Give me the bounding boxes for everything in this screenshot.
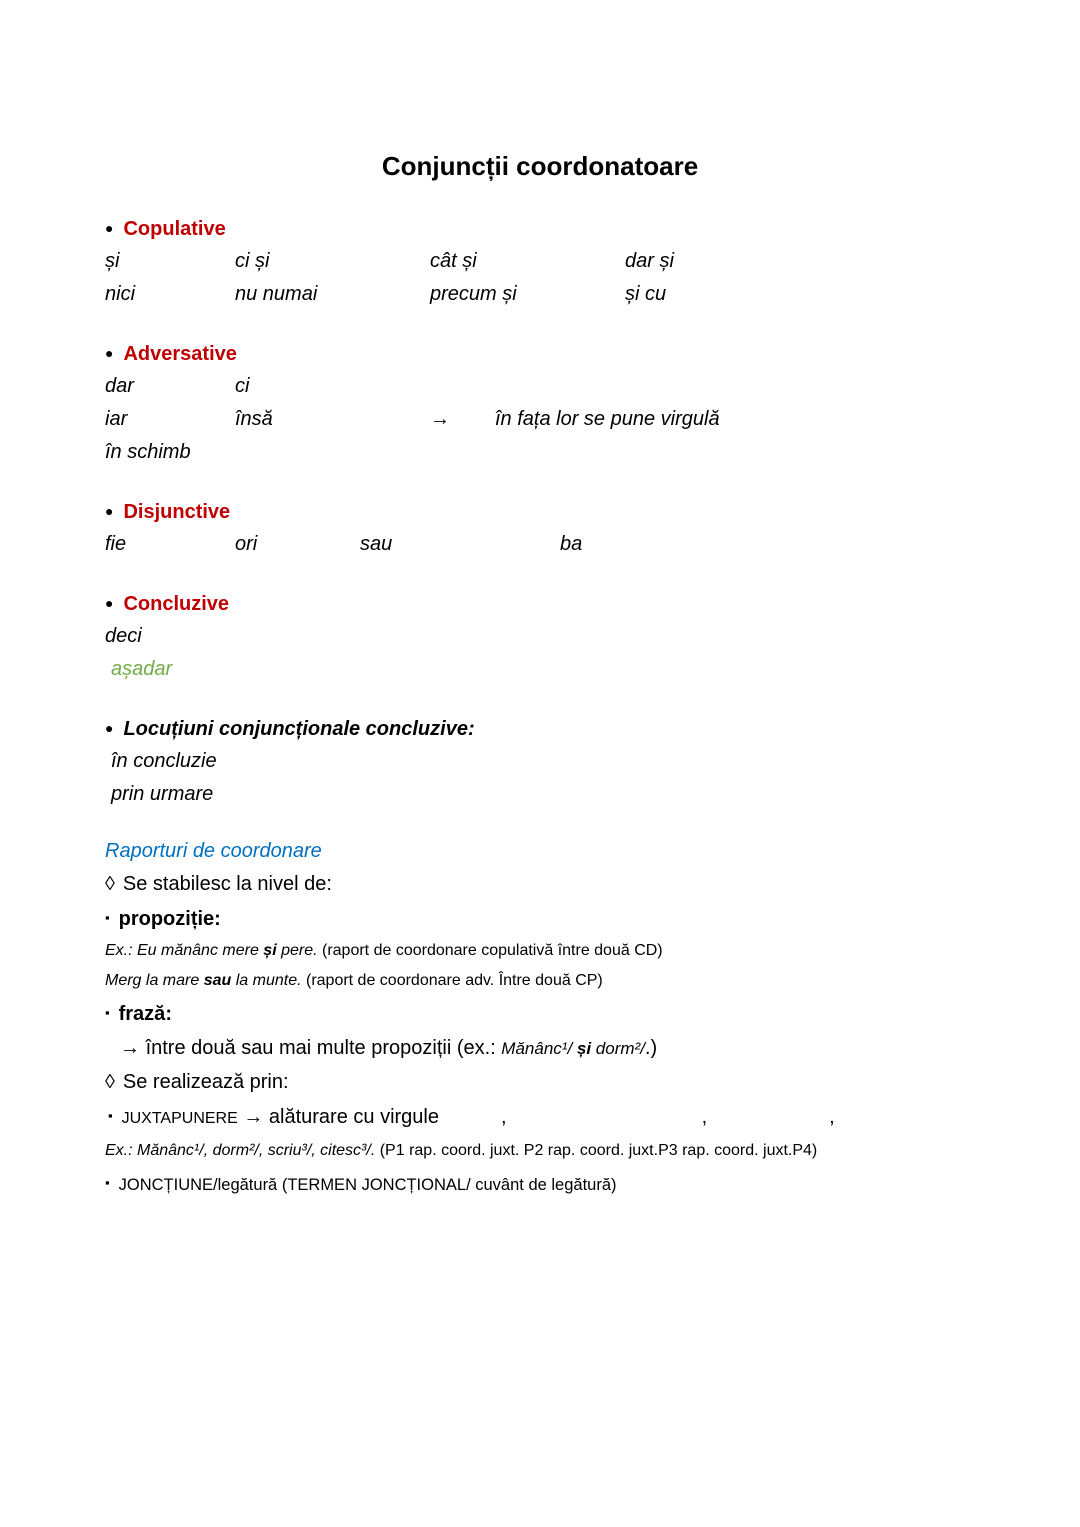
example-note: (P1 rap. coord. juxt. P2 rap. coord. juxt.P3 rap. coord. juxt.P4) xyxy=(379,1142,818,1159)
fraza-example: Mănânc¹/ xyxy=(501,1039,577,1058)
juxtapunere-label: JUXTAPUNERE xyxy=(121,1110,238,1127)
conjunction-item: fie xyxy=(105,533,127,555)
bullet-dot-icon: ● xyxy=(105,720,114,736)
bullet-dot-icon: ● xyxy=(105,220,114,236)
square-bullet-icon: ▪ xyxy=(105,1005,110,1020)
example-text: Ex.: Eu mănânc mere xyxy=(105,942,264,959)
square-bullet-icon: ▪ xyxy=(105,910,110,925)
conjunction-item: sau xyxy=(360,533,393,555)
section-heading-text: Concluzive xyxy=(123,593,230,615)
arrow-icon: → xyxy=(430,408,450,430)
fraza-arrow-line xyxy=(105,1031,1020,1066)
document-content xyxy=(0,212,1080,1202)
arrow-icon: → xyxy=(120,1037,140,1059)
copulative-row-1 xyxy=(105,245,1020,278)
comma-mark: , xyxy=(829,1106,835,1128)
realizeaza-line xyxy=(105,1066,1020,1099)
section-heading-text: Disjunctive xyxy=(123,501,231,523)
concluzive-item xyxy=(105,653,1020,686)
example-note: (raport de coordonare copulativă între două CD) xyxy=(322,942,663,959)
juxtapunere-text: alăturare cu virgule xyxy=(268,1106,439,1128)
conjunction-item: ori xyxy=(235,533,258,555)
fraza-example-bold: și xyxy=(576,1039,592,1058)
adversative-row-2 xyxy=(105,403,1020,436)
square-bullet-icon: ▪ xyxy=(108,1108,113,1123)
conjunction-item: dar xyxy=(105,375,134,397)
conjunction-item: și xyxy=(105,250,120,272)
adversative-row-1 xyxy=(105,370,1020,403)
propozitie-line xyxy=(105,901,1020,936)
example-text-bold: sau xyxy=(203,972,232,989)
locutiune-item: prin urmare xyxy=(111,783,214,805)
conjunction-item: însă xyxy=(235,408,273,430)
locutiuni-item xyxy=(105,745,1020,778)
propozitie-label: propoziție xyxy=(118,908,215,930)
example-line-1 xyxy=(105,936,1020,966)
fraza-line xyxy=(105,996,1020,1031)
comma-mark: , xyxy=(501,1106,507,1128)
conjunction-item: nici xyxy=(105,283,136,305)
diamond-bullet-icon: ◊ xyxy=(105,873,115,895)
example-text: Merg la mare xyxy=(105,972,204,989)
example-text: Ex.: Mănânc¹/, dorm²/, scriu³/, citesc³/. xyxy=(105,1142,380,1159)
section-heading-adversative xyxy=(105,337,1020,370)
conjunction-item: ci xyxy=(235,375,250,397)
adversative-comma-note: în fața lor se pune virgulă xyxy=(495,408,720,430)
juxtapunere-line xyxy=(105,1099,1020,1136)
section-heading-text: Copulative xyxy=(123,218,226,240)
fraza-colon: : xyxy=(165,1003,172,1025)
adversative-row-3 xyxy=(105,436,1020,469)
conjunction-item: iar xyxy=(105,408,128,430)
fraza-arrow-text: între două sau mai multe propoziții (ex.: xyxy=(145,1037,502,1059)
locutiuni-item xyxy=(105,778,1020,811)
conjunction-item: dar și xyxy=(625,250,674,272)
concluzive-item xyxy=(105,620,1020,653)
document-title: Conjuncții coordonatoare xyxy=(381,151,699,181)
jonctiune-text: JONCȚIUNE/legătură (TERMEN JONCȚIONAL/ cuvânt de legătură) xyxy=(118,1176,617,1194)
stabilesc-line xyxy=(105,868,1020,901)
conjunction-item: ci și xyxy=(235,250,270,272)
conjunction-item: și cu xyxy=(625,283,667,305)
fraza-label: frază xyxy=(118,1003,166,1025)
conjunction-item: ba xyxy=(560,533,583,555)
jonctiune-line xyxy=(105,1166,1020,1202)
conjunction-item: precum și xyxy=(430,283,517,305)
bullet-dot-icon: ● xyxy=(105,345,114,361)
propozitie-colon: : xyxy=(214,908,221,930)
square-bullet-icon: ▪ xyxy=(105,1175,110,1190)
fraza-example: dorm²/ xyxy=(591,1039,645,1058)
conjunction-item: în schimb xyxy=(105,441,191,463)
bullet-dot-icon: ● xyxy=(105,595,114,611)
example-text: la munte. xyxy=(231,972,306,989)
conjunction-item-green: așadar xyxy=(111,658,173,680)
section-heading-text: Locuțiuni conjuncționale concluzive: xyxy=(123,718,475,740)
raporturi-heading: Raporturi de coordonare xyxy=(105,840,322,862)
stabilesc-text: Se stabilesc la nivel de: xyxy=(122,873,332,895)
conjunction-item: nu numai xyxy=(235,283,318,305)
realizeaza-text: Se realizează prin: xyxy=(122,1071,289,1093)
conjunction-item: deci xyxy=(105,625,142,647)
section-heading-copulative xyxy=(105,212,1020,245)
diamond-bullet-icon: ◊ xyxy=(105,1071,115,1093)
example-note: (raport de coordonare adv. Între două CP) xyxy=(305,972,603,989)
copulative-row-2 xyxy=(105,278,1020,311)
example-text: pere. xyxy=(276,942,322,959)
locutiune-item: în concluzie xyxy=(111,750,217,772)
comma-mark: , xyxy=(701,1106,708,1128)
section-heading-disjunctive xyxy=(105,495,1020,528)
fraza-arrow-text: .) xyxy=(644,1037,658,1059)
section-heading-text: Adversative xyxy=(123,343,237,365)
disjunctive-row-1 xyxy=(105,528,1020,561)
bullet-dot-icon: ● xyxy=(105,503,114,519)
section-heading-locutiuni xyxy=(105,712,1020,745)
section-heading-concluzive xyxy=(105,587,1020,620)
arrow-icon: → xyxy=(243,1106,264,1128)
conjunction-item: cât și xyxy=(430,250,477,272)
example-line-2 xyxy=(105,966,1020,996)
example-line-3 xyxy=(105,1136,1020,1166)
example-text-bold: și xyxy=(263,942,277,959)
